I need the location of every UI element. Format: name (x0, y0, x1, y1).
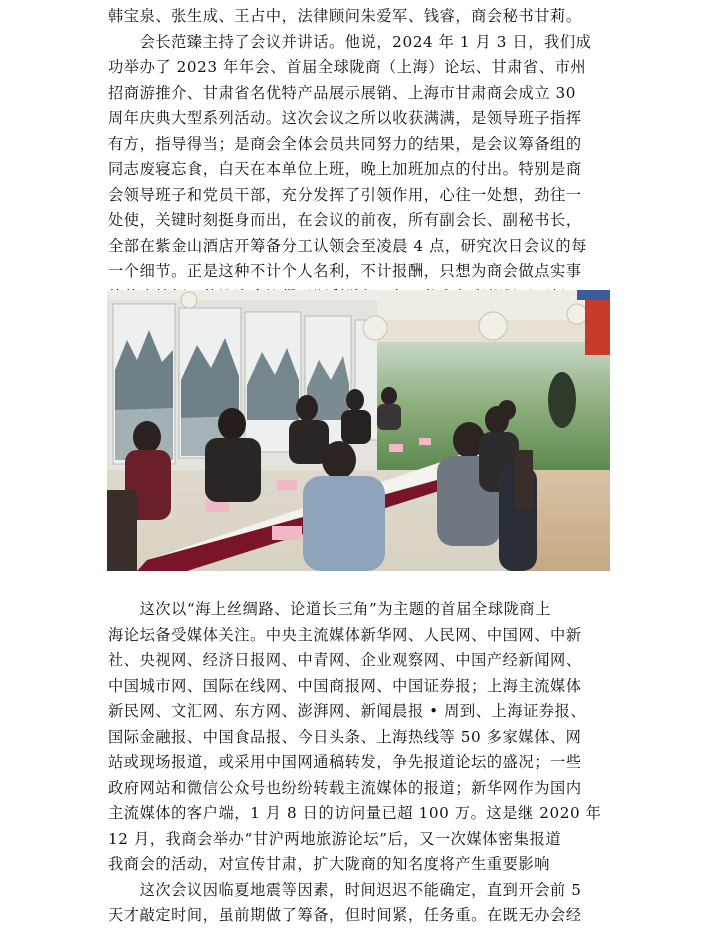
text-line: 有方，指导得当；是商会全体会员共同努力的结果，是会议筹备组的 (108, 134, 582, 153)
text-line: 主流媒体的客户端，1 月 8 日的访问量已超 100 万。这是继 2020 年 (108, 804, 602, 822)
text-line: 天才敲定时间，虽前期做了筹备，但时间紧，任务重。在既无办会经 (108, 906, 582, 924)
text-line: 这次以“海上丝绸路、论道长三角”为主题的首届全球陇商上 (108, 600, 551, 618)
text-line: 全部在紫金山酒店开筹备分工认领会至凌晨 4 点，研究次日会议的每 (108, 236, 587, 255)
meeting-photo (107, 290, 610, 571)
text-line: 招商游推介、甘肃省名优特产品展示展销、上海市甘肃商会成立 30 (108, 83, 577, 102)
paragraph-top (108, 4, 610, 310)
text-line: 12 月，我商会举办“甘沪两地旅游论坛”后，又一次媒体密集报道 (108, 829, 562, 848)
text-line: 新民网、文汇网、东方网、澎湃网、新闻晨报 • 周到、上海证券报、 (108, 702, 587, 720)
text-line: 站或现场报道，或采用中国网通稿转发，争先报道论坛的盛况；一些 (108, 753, 582, 771)
text-line: 会长范臻主持了会议并讲话。他说，2024 年 1 月 3 日，我们成 (108, 32, 592, 51)
text-line: 国际金融报、中国食品报、今日头条、上海热线等 50 多家媒体、网 (108, 727, 582, 746)
text-line: 海论坛备受媒体关注。中央主流媒体新华网、人民网、中国网、中新 (108, 625, 582, 644)
text-line: 我商会的活动，对宣传甘肃，扩大陇商的知名度将产生重要影响 (108, 855, 551, 873)
text-line: 周年庆典大型系列活动。这次会议之所以收获满满，是领导班子指挥 (108, 109, 582, 127)
text-line: 功举办了 2023 年年会、首届全球陇商（上海）论坛、甘肃省、市州 (108, 58, 587, 76)
text-line: 政府网站和微信公众号也纷纷转载主流媒体的报道；新华网作为国内 (108, 778, 582, 797)
text-line: 中国城市网、国际在线网、中国商报网、中国证券报；上海主流媒体 (108, 676, 582, 695)
paragraph-bottom (108, 597, 610, 929)
text-line: 处使，关键时刻挺身而出，在会议的前夜，所有副会长、副秘书长， (108, 211, 582, 229)
text-line: 韩宝泉、张生成、王占中，法律顾问朱爱军、钱睿，商会秘书甘莉。 (108, 7, 582, 25)
text-line: 一个细节。正是这种不计个人名利，不计报酬，只想为商会做点实事 (108, 262, 582, 280)
text-line: 同志废寝忘食，白天在本单位上班，晚上加班加点的付出。特别是商 (108, 160, 582, 178)
text-line: 社、央视网、经济日报网、中青网、企业观察网、中国产经新闻网、 (108, 651, 582, 669)
text-line: 这次会议因临夏地震等因素，时间迟迟不能确定，直到开会前 5 (108, 880, 582, 899)
text-line: 会领导班子和党员干部，充分发挥了引领作用，心往一处想，劲往一 (108, 185, 582, 204)
